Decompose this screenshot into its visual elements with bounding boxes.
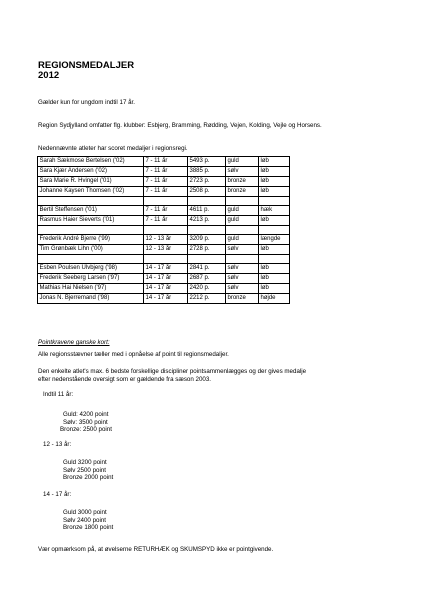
athlete-name-cell: Johanne Kaysen Thomsen ('02) xyxy=(38,187,144,197)
tier-14-17-gold: Guld 3000 point xyxy=(63,509,107,516)
medal-cell: sølv xyxy=(226,167,259,177)
age-group-cell: 12 - 13 år xyxy=(144,235,188,245)
event-cell: løb xyxy=(259,216,290,226)
empty-cell xyxy=(188,255,226,264)
medal-table xyxy=(37,156,290,304)
medal-cell: bronze xyxy=(226,177,259,187)
empty-cell xyxy=(38,197,144,206)
athlete-name-cell: Frederik Seeberg Larsen ('97) xyxy=(38,274,144,284)
age-group-cell: 14 - 17 år xyxy=(144,274,188,284)
athlete-name-cell: Mathias Hai Nielsen ('97) xyxy=(38,284,144,294)
points-cell: 3209 p. xyxy=(188,235,226,245)
empty-cell xyxy=(259,255,290,264)
age-group-cell: 12 - 13 år xyxy=(144,245,188,255)
athlete-name-cell: Sara Kjær Andersen ('02) xyxy=(38,167,144,177)
empty-cell xyxy=(144,197,188,206)
event-cell: løb xyxy=(259,177,290,187)
points-cell: 2687 p. xyxy=(188,274,226,284)
empty-cell xyxy=(259,197,290,206)
empty-cell xyxy=(226,226,259,235)
tier-12-13-silver: Sølv 2500 point xyxy=(63,466,106,474)
tier-label-14-17: 14 - 17 år: xyxy=(43,491,72,498)
age-group-cell: 14 - 17 år xyxy=(144,264,188,274)
points-cell: 3885 p. xyxy=(188,167,226,177)
tier-14-17-silver: Sølv 2400 point xyxy=(63,516,106,524)
athlete-name-cell: Esben Poulsen Ulvbjerg ('98) xyxy=(38,264,144,274)
points-heading: Pointkravene ganske kort: xyxy=(38,339,110,346)
points-cell: 4611 p. xyxy=(188,206,226,216)
medal-cell: sølv xyxy=(226,245,259,255)
title-line-2: 2012 xyxy=(38,70,60,81)
empty-cell xyxy=(38,226,144,235)
points-rule-all-meets: Alle regionsstævner tæller med i opnåelse af point til regionsmedaljer. xyxy=(38,351,229,358)
points-cell: 2723 p. xyxy=(188,177,226,187)
table-row xyxy=(38,245,290,255)
age-group-cell: 7 - 11 år xyxy=(144,167,188,177)
points-cell: 2420 p. xyxy=(188,284,226,294)
table-row xyxy=(38,294,290,304)
points-cell: 2841 p. xyxy=(188,264,226,274)
age-group-cell: 7 - 11 år xyxy=(144,177,188,187)
medal-cell: bronze xyxy=(226,294,259,304)
athlete-name-cell: Frederik André Bjerre ('99) xyxy=(38,235,144,245)
table-row xyxy=(38,177,290,187)
points-cell: 2212 p. xyxy=(188,294,226,304)
event-cell: løb xyxy=(259,167,290,177)
medal-cell: bronze xyxy=(226,187,259,197)
title-line-1: REGIONSMEDALJER xyxy=(38,60,135,71)
table-row xyxy=(38,264,290,274)
empty-cell xyxy=(144,226,188,235)
event-cell: hæk xyxy=(259,206,290,216)
points-cell: 2508 p. xyxy=(188,187,226,197)
table-row xyxy=(38,284,290,294)
medal-cell: guld xyxy=(226,216,259,226)
age-group-cell: 7 - 11 år xyxy=(144,216,188,226)
table-row xyxy=(38,206,290,216)
empty-cell xyxy=(144,255,188,264)
empty-cell xyxy=(226,197,259,206)
points-cell: 5493 p. xyxy=(188,157,226,167)
tier-label-12-13: 12 - 13 år: xyxy=(43,441,72,448)
table-row xyxy=(38,274,290,284)
athlete-name-cell: Sara Marie R. Hvingel ('01) xyxy=(38,177,144,187)
table-separator-row xyxy=(38,197,290,206)
empty-cell xyxy=(188,226,226,235)
tier-under-11-gold: Guld: 4200 point xyxy=(63,411,109,418)
empty-cell xyxy=(188,197,226,206)
table-row xyxy=(38,167,290,177)
tier-14-17-bronze: Bronze 1800 point xyxy=(63,524,114,531)
athlete-name-cell: Sarah Sækmose Bertelsen ('02) xyxy=(38,157,144,167)
athlete-name-cell: Tim Grønbæk Lihn ('00) xyxy=(38,245,144,255)
empty-cell xyxy=(38,255,144,264)
table-row xyxy=(38,187,290,197)
age-group-cell: 14 - 17 år xyxy=(144,294,188,304)
tier-under-11-silver: Sølv: 3500 point xyxy=(63,418,108,426)
event-cell: løb xyxy=(259,274,290,284)
points-rule-line-2: efter nedenstående oversigt som er gældende fra sæson 2003. xyxy=(38,375,212,383)
points-rule-line-1: Den enkelte atlet's max. 6 bedste forskellige discipliner pointsammenlægges og der gives medalje xyxy=(38,368,307,375)
table-row xyxy=(38,157,290,167)
points-footer-note: Vær opmærksom på, at øvelserne RETURHÆK og SKUMSPYD ikke er pointgivende. xyxy=(38,546,274,553)
medal-cell: sølv xyxy=(226,284,259,294)
document-title xyxy=(38,61,134,81)
medal-cell: sølv xyxy=(226,264,259,274)
event-cell: løb xyxy=(259,157,290,167)
table-separator-row xyxy=(38,255,290,264)
medal-cell: sølv xyxy=(226,274,259,284)
table-separator-row xyxy=(38,226,290,235)
table-row xyxy=(38,216,290,226)
medal-cell: guld xyxy=(226,235,259,245)
medal-cell: guld xyxy=(226,206,259,216)
event-cell: længde xyxy=(259,235,290,245)
medal-cell: guld xyxy=(226,157,259,167)
age-group-cell: 7 - 11 år xyxy=(144,157,188,167)
event-cell: løb xyxy=(259,284,290,294)
age-group-cell: 7 - 11 år xyxy=(144,206,188,216)
athlete-name-cell: Rasmus Haier Sieverts ('01) xyxy=(38,216,144,226)
event-cell: løb xyxy=(259,245,290,255)
athlete-name-cell: Jonas N. Bjerremand ('98) xyxy=(38,294,144,304)
points-cell: 4213 p. xyxy=(188,216,226,226)
tier-12-13-bronze: Bronze 2000 point xyxy=(63,474,114,481)
table-row xyxy=(38,235,290,245)
athlete-name-cell: Bertil Steffensen ('01) xyxy=(38,206,144,216)
age-group-cell: 14 - 17 år xyxy=(144,284,188,294)
tier-label-under-11: Indtil 11 år: xyxy=(43,391,74,398)
tier-12-13-gold: Guld 3200 point xyxy=(63,459,107,466)
event-cell: løb xyxy=(259,187,290,197)
empty-cell xyxy=(226,255,259,264)
event-cell: højde xyxy=(259,294,290,304)
tier-under-11-bronze: Bronze: 2500 point xyxy=(60,426,112,433)
intro-region-clubs: Region Sydjylland omfatter flg. klubber: Esbjerg, Bramming, Rødding, Vejen, Kolding, Vejle og Horsens. xyxy=(38,122,322,129)
empty-cell xyxy=(259,226,290,235)
event-cell: løb xyxy=(259,264,290,274)
age-group-cell: 7 - 11 år xyxy=(144,187,188,197)
intro-medal-note: Nedennævnte atleter har scoret medaljer i regionsregi. xyxy=(38,145,188,152)
intro-age-limit: Gælder kun for ungdom indtil 17 år. xyxy=(38,99,135,106)
points-cell: 2728 p. xyxy=(188,245,226,255)
